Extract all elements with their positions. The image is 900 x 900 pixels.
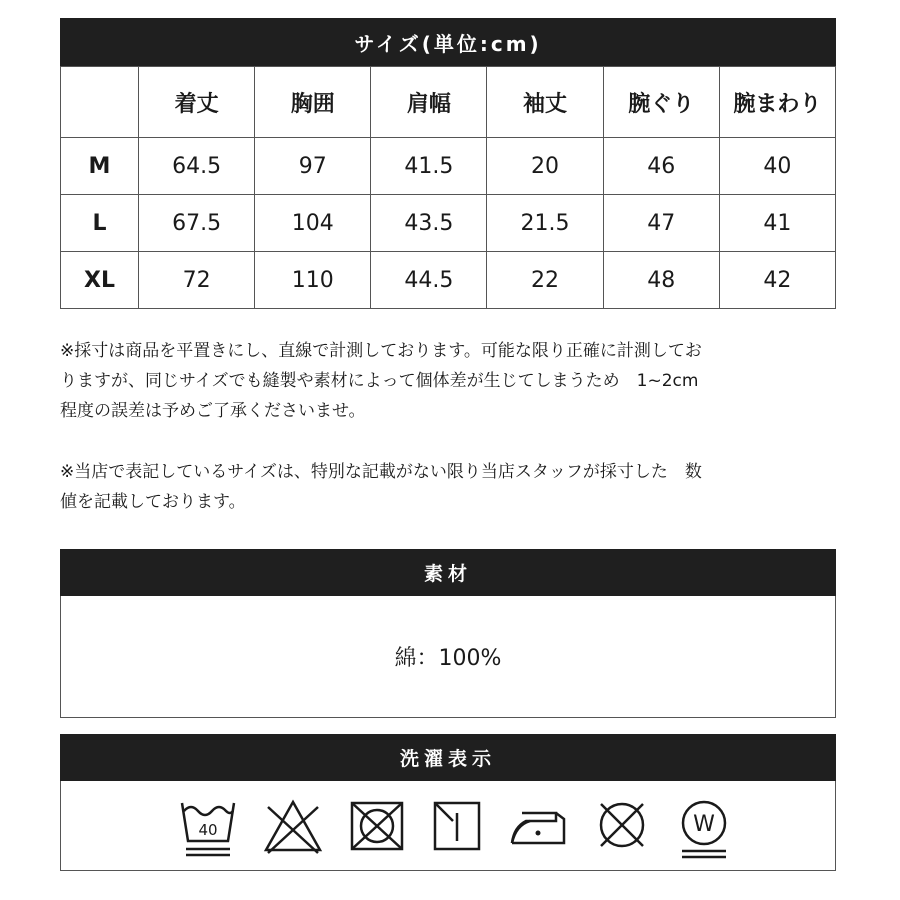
row-label: L (61, 195, 139, 252)
column-header-chest: 胸囲 (255, 67, 371, 138)
table-cell: 47 (603, 195, 719, 252)
wash-temp-label: 40 (198, 821, 218, 839)
table-cell: 43.5 (371, 195, 487, 252)
no-tumble-dry-icon (348, 797, 406, 853)
column-header-length: 着丈 (139, 67, 255, 138)
table-cell: 46 (603, 138, 719, 195)
size-table (60, 66, 836, 309)
care-header (60, 734, 836, 781)
corner-cell (61, 67, 139, 138)
column-header-sleeve: 袖丈 (487, 67, 603, 138)
note-line: ※採寸は商品を平置きにし、直線で計測しております。可能な限り正確に計測してお (60, 341, 702, 361)
size-table-header-row (61, 67, 836, 138)
row-label: M (61, 138, 139, 195)
material-title: 素材 (423, 563, 472, 585)
no-bleach-icon (262, 797, 324, 855)
column-header-armhole: 腕ぐり (603, 67, 719, 138)
table-cell: 40 (719, 138, 835, 195)
size-table-header (60, 18, 836, 66)
no-dry-clean-icon (594, 797, 650, 853)
measurement-note (60, 336, 840, 426)
iron-icon (508, 797, 570, 853)
table-cell: 104 (255, 195, 371, 252)
wet-clean-icon (676, 797, 732, 859)
table-row (61, 138, 836, 195)
table-cell: 97 (255, 138, 371, 195)
table-cell: 41 (719, 195, 835, 252)
table-cell: 44.5 (371, 252, 487, 309)
size-table-title: サイズ(単位:cm) (354, 31, 542, 56)
table-cell: 110 (255, 252, 371, 309)
note-line: 値を記載しております。 (60, 492, 246, 512)
line-dry-shade-icon (431, 797, 483, 853)
column-header-shoulder: 肩幅 (371, 67, 487, 138)
material-box (60, 596, 836, 718)
note-line: 程度の誤差は予めご了承くださいませ。 (60, 401, 366, 421)
note-line: りますが、同じサイズでも縫製や素材によって個体差が生じてしまうため 1~2cm (60, 371, 699, 391)
table-row (61, 195, 836, 252)
wash-40-icon (178, 797, 238, 859)
table-cell: 21.5 (487, 195, 603, 252)
table-cell: 20 (487, 138, 603, 195)
row-label: XL (61, 252, 139, 309)
note-line: ※当店で表記しているサイズは、特別な記載がない限り当店スタッフが採寸した 数 (60, 462, 702, 482)
wet-clean-letter: W (693, 812, 715, 837)
table-cell: 72 (139, 252, 255, 309)
material-content: 綿：100% (394, 646, 502, 671)
material-header (60, 549, 836, 596)
care-title: 洗濯表示 (399, 748, 496, 770)
column-header-arm-circumference: 腕まわり (719, 67, 835, 138)
table-cell: 41.5 (371, 138, 487, 195)
table-row (61, 252, 836, 309)
table-cell: 64.5 (139, 138, 255, 195)
staff-note (60, 457, 840, 517)
table-cell: 48 (603, 252, 719, 309)
table-cell: 22 (487, 252, 603, 309)
table-cell: 67.5 (139, 195, 255, 252)
table-cell: 42 (719, 252, 835, 309)
